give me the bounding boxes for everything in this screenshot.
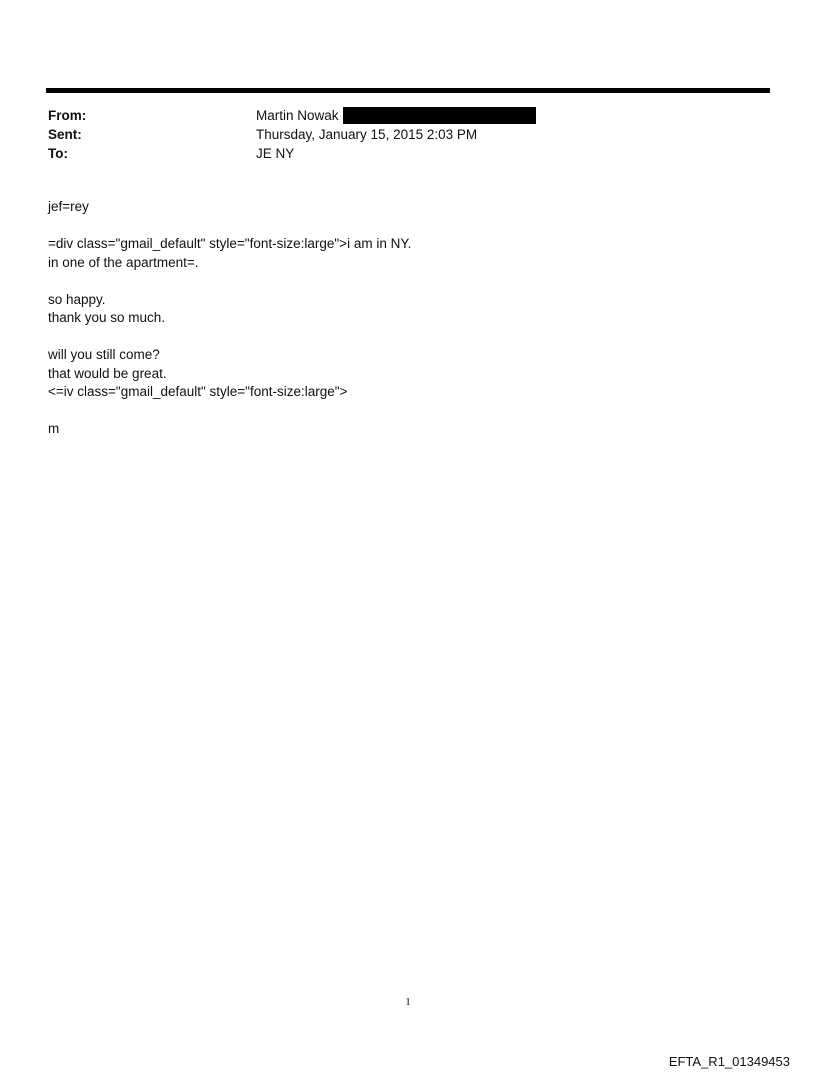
body-line: <=iv class="gmail_default" style="font-size:large"> [48, 384, 348, 399]
header-divider [46, 88, 770, 93]
blank-line [48, 402, 748, 421]
from-label: From: [48, 108, 87, 123]
sender-name: Martin Nowak [256, 108, 339, 123]
from-value [256, 107, 536, 125]
body-line: so happy. [48, 291, 106, 307]
body-line: m [48, 421, 60, 436]
body-line: in one of the apartment=. [48, 254, 199, 270]
bates-number: EFTA_R1_01349453 [668, 1054, 790, 1069]
page-number: 1 [405, 996, 411, 1008]
email-body [48, 198, 748, 439]
to-label: To: [48, 146, 68, 161]
blank-line [48, 217, 748, 236]
body-line: =div class="gmail_default" style="font-size:large">i am in NY. [48, 236, 412, 251]
body-line: that would be great. [48, 365, 167, 381]
blank-line [48, 328, 748, 347]
blank-line [48, 272, 748, 291]
body-line: jef=rey [48, 199, 89, 214]
body-line: will you still come? [48, 347, 160, 362]
sent-value: Thursday, January 15, 2015 2:03 PM [256, 127, 478, 142]
sent-label: Sent: [48, 127, 82, 142]
to-value: JE NY [256, 146, 295, 161]
redaction-box [343, 107, 536, 124]
body-line: thank you so much. [48, 310, 166, 325]
